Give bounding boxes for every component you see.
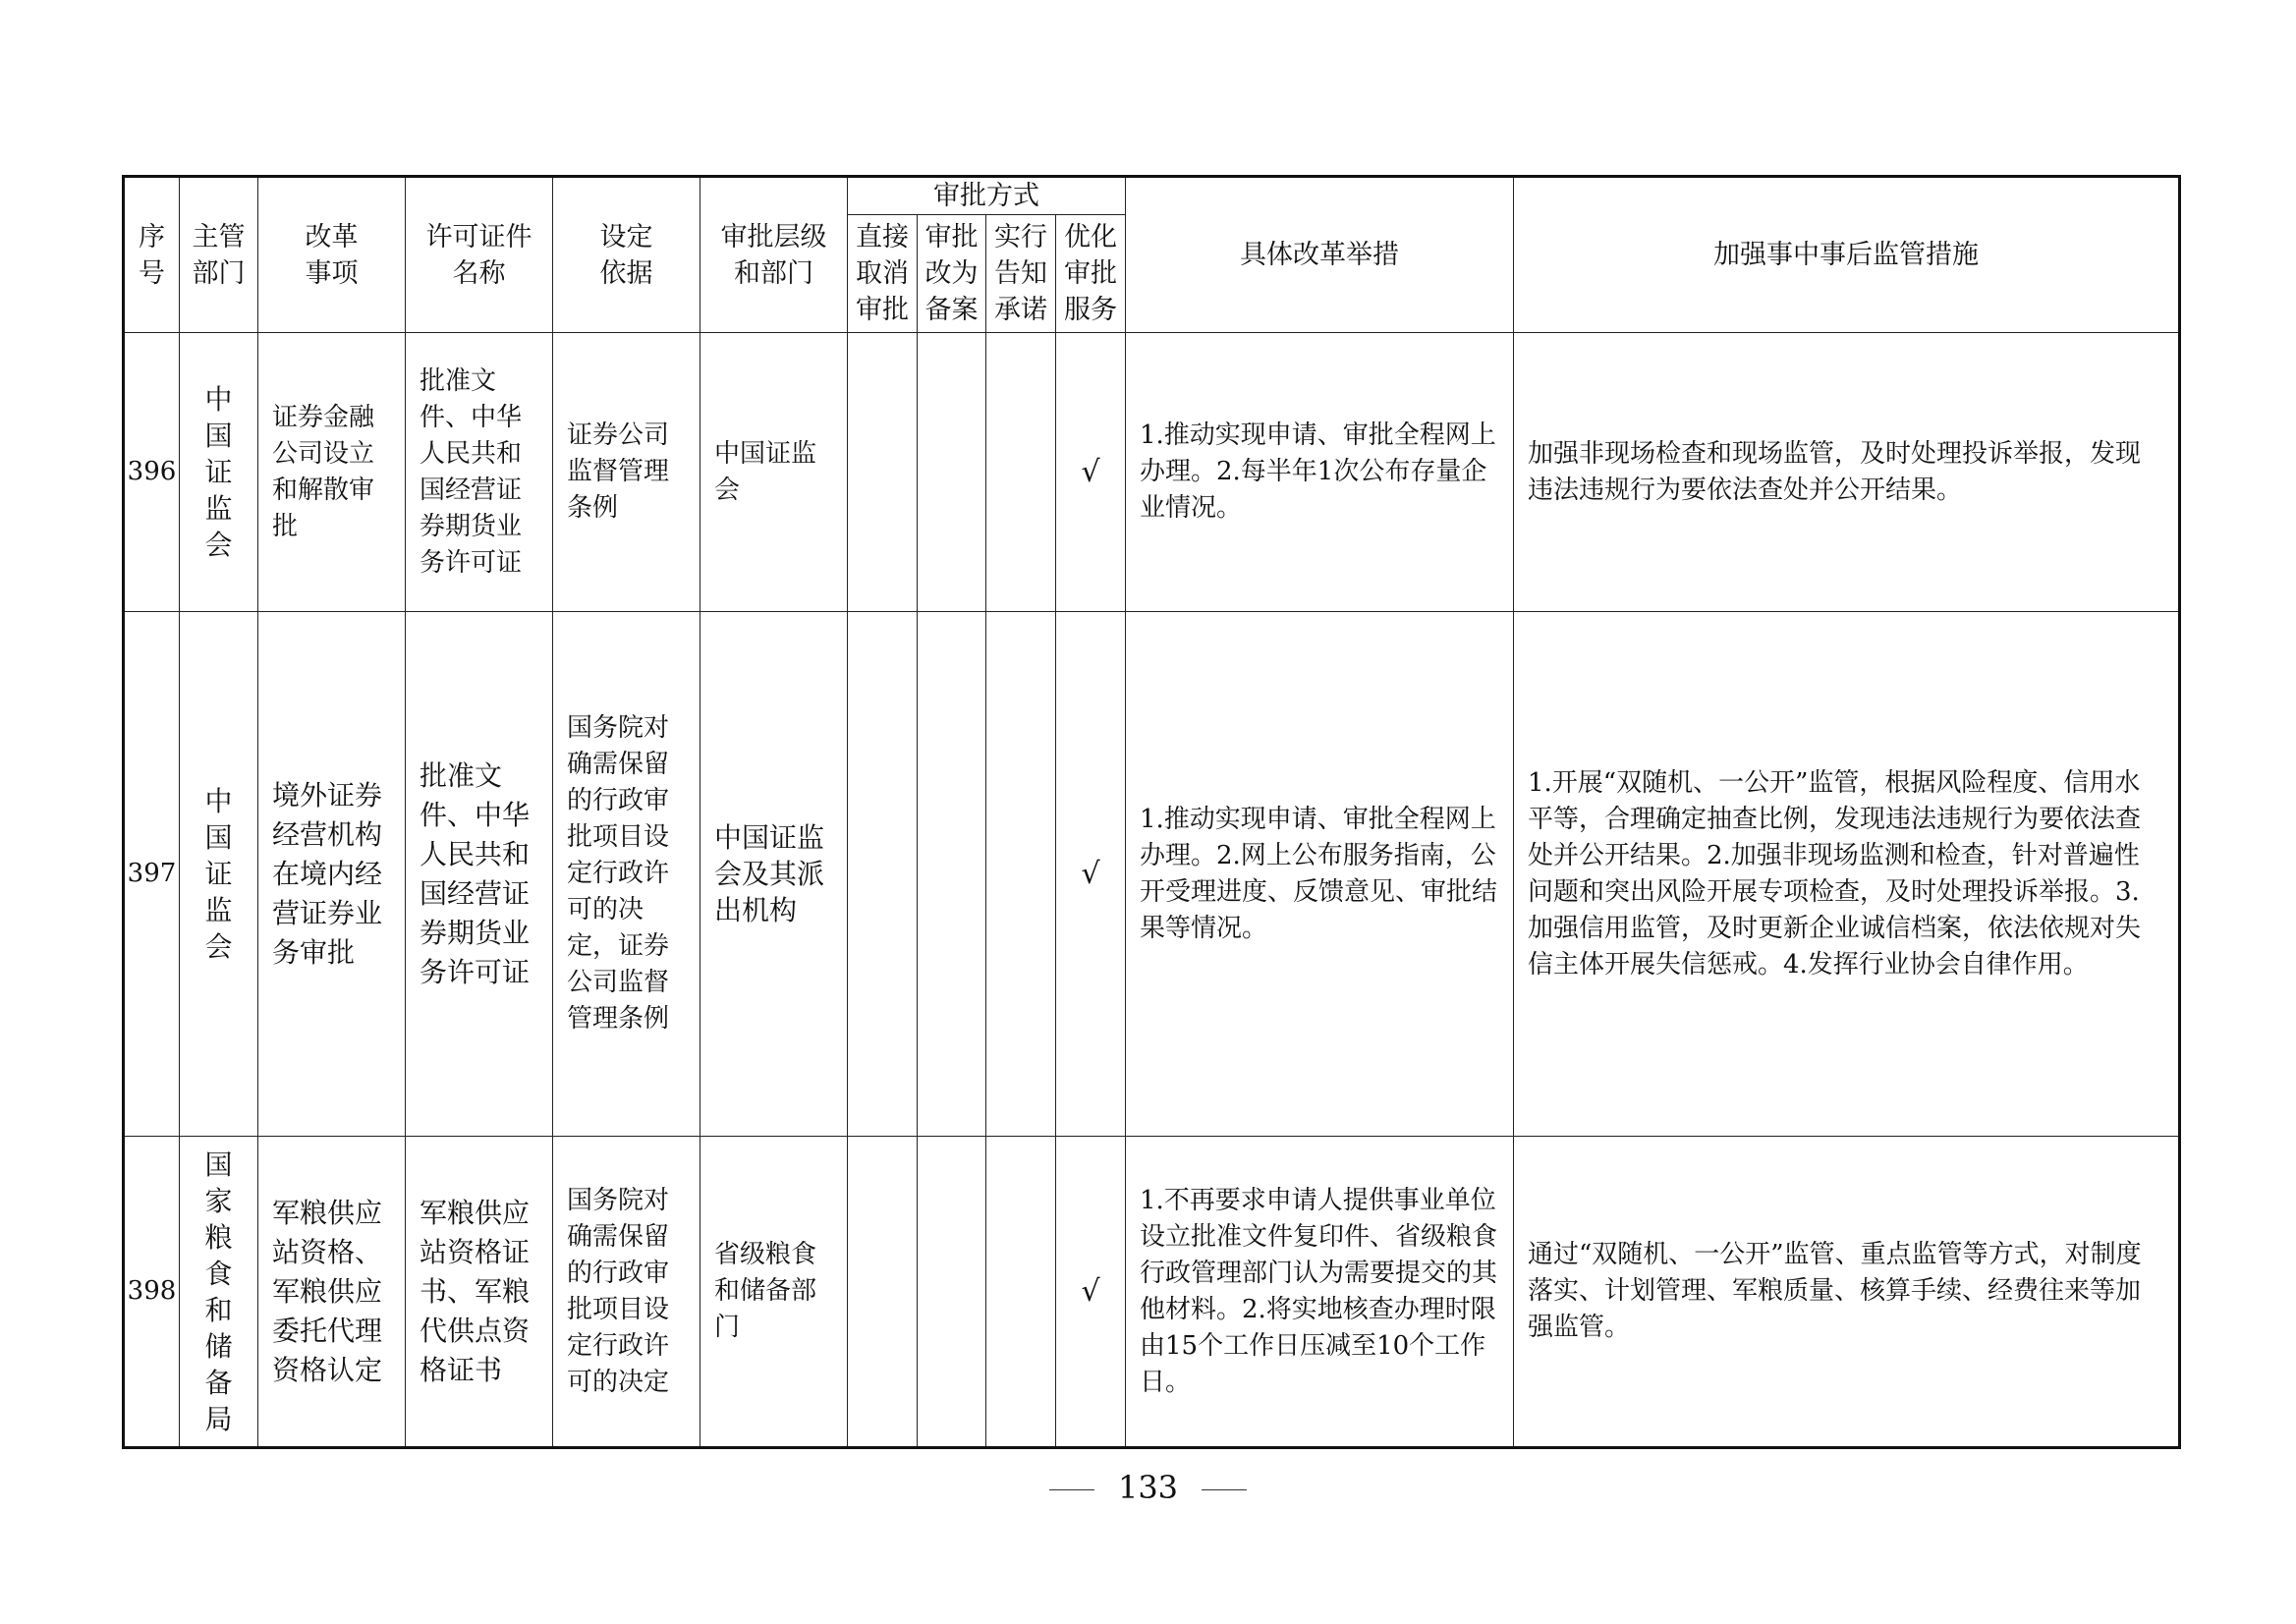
header-item: 改革事项 (258, 177, 406, 333)
row-method-optimize: √ (1056, 612, 1126, 1137)
header-method-record: 审批改为备案 (918, 215, 986, 333)
header-method-notify: 实行告知承诺 (986, 215, 1056, 333)
row-method-record (918, 612, 986, 1137)
row-supervision: 加强非现场检查和现场监管，及时处理投诉举报，发现违法违规行为要依法查处并公开结果。 (1514, 333, 2180, 612)
header-seq: 序号 (124, 177, 180, 333)
row-dept: 中 国 证 监 会 (180, 333, 258, 612)
row-basis: 国务院对确需保留的行政审批项目设定行政许可的决定，证券公司监督管理条例 (553, 612, 700, 1137)
row-measures: 1.不再要求申请人提供事业单位设立批准文件复印件、省级粮食行政管理部门认为需要提交的其他材料。2.将实地核查办理时限由15个工作日压减至10个工作日。 (1126, 1137, 1514, 1448)
row-basis: 国务院对确需保留的行政审批项目设定行政许可的决定 (553, 1137, 700, 1448)
header-level: 审批层级和部门 (700, 177, 848, 333)
row-item: 军粮供应站资格、军粮供应委托代理资格认定 (258, 1137, 406, 1448)
row-supervision: 1.开展“双随机、一公开”监管，根据风险程度、信用水平等，合理确定抽查比例，发现违法违规行为要依法查处并公开结果。2.加强非现场监测和检查，针对普遍性问题和突出风险开展专项检查，及时处理投诉举报。3.加强信用监管，及时更新企业诚信档案，依法依规对失信主体开展失信惩戒。4.发挥行业协会自律作用。 (1514, 612, 2180, 1137)
row-method-notify (986, 612, 1056, 1137)
row-basis: 证券公司监督管理条例 (553, 333, 700, 612)
row-dept: 中 国 证 监 会 (180, 612, 258, 1137)
row-level: 中国证监会及其派出机构 (700, 612, 848, 1137)
header-dept: 主管部门 (180, 177, 258, 333)
row-item: 境外证券经营机构在境内经营证券业务审批 (258, 612, 406, 1137)
row-method-optimize: √ (1056, 1137, 1126, 1448)
footer-dash-left (1049, 1489, 1094, 1490)
header-supervision: 加强事中事后监管措施 (1514, 177, 2180, 333)
header-method: 审批方式 (848, 177, 1126, 215)
header-basis: 设定依据 (553, 177, 700, 333)
page-number: 133 (1117, 1469, 1179, 1506)
table-row (124, 333, 2180, 612)
row-method-cancel (848, 333, 918, 612)
row-seq: 398 (124, 1137, 180, 1448)
row-measures: 1.推动实现申请、审批全程网上办理。2.网上公布服务指南，公开受理进度、反馈意见、审批结果等情况。 (1126, 612, 1514, 1137)
approval-reform-table (122, 175, 2181, 1449)
row-license: 军粮供应站资格证书、军粮代供点资格证书 (406, 1137, 553, 1448)
row-method-notify (986, 333, 1056, 612)
row-method-notify (986, 1137, 1056, 1448)
row-method-optimize: √ (1056, 333, 1126, 612)
row-item: 证券金融公司设立和解散审批 (258, 333, 406, 612)
row-level: 中国证监会 (700, 333, 848, 612)
row-supervision: 通过“双随机、一公开”监管、重点监管等方式，对制度落实、计划管理、军粮质量、核算手续、经费往来等加强监管。 (1514, 1137, 2180, 1448)
header-measures: 具体改革举措 (1126, 177, 1514, 333)
row-seq: 396 (124, 333, 180, 612)
row-seq: 397 (124, 612, 180, 1137)
row-method-record (918, 333, 986, 612)
page-footer (0, 1469, 2296, 1506)
row-license: 批准文件、中华人民共和国经营证券期货业务许可证 (406, 333, 553, 612)
header-license: 许可证件名称 (406, 177, 553, 333)
row-method-cancel (848, 1137, 918, 1448)
row-license: 批准文件、中华人民共和国经营证券期货业务许可证 (406, 612, 553, 1137)
row-measures: 1.推动实现申请、审批全程网上办理。2.每半年1次公布存量企业情况。 (1126, 333, 1514, 612)
row-method-cancel (848, 612, 918, 1137)
row-dept: 国 家 粮 食 和 储 备 局 (180, 1137, 258, 1448)
header-method-optimize: 优化审批服务 (1056, 215, 1126, 333)
table-row (124, 612, 2180, 1137)
footer-dash-right (1202, 1489, 1247, 1490)
header-method-cancel: 直接取消审批 (848, 215, 918, 333)
table-row (124, 1137, 2180, 1448)
row-method-record (918, 1137, 986, 1448)
row-level: 省级粮食和储备部门 (700, 1137, 848, 1448)
